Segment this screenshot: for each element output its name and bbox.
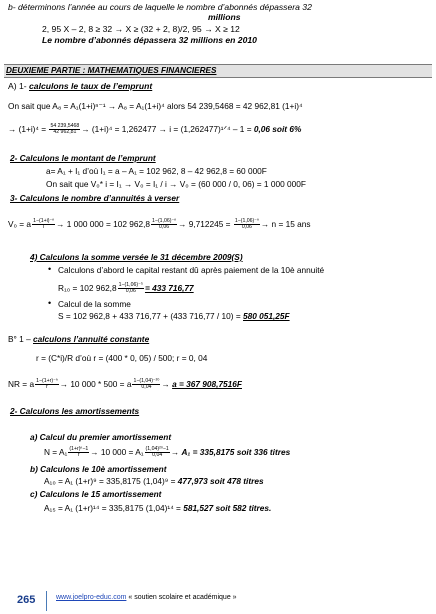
fraction-r10: [118, 283, 144, 295]
bullet-icon: •: [48, 264, 52, 274]
heading-b2c: c) Calculons le 15 amortissement: [30, 489, 162, 499]
rate-line1: On sait que A₈ = A₁(1+i)ⁿ⁻¹ → A₈ = A₁(1+i)⁴ alors 54 239,5468 = 42 962,81 (1+i)⁴: [8, 101, 303, 111]
amount-line2: On sait que V₀* i = I₁ → V₀ = I₁ / i → V₀ = (60 000 / 0, 06) = 1 000 000F: [46, 179, 306, 189]
fraction-denominator: 0,06: [125, 288, 136, 295]
amort-10-formula: A₁₀ = A₁ (1+r)⁹ = 335,8175 (1,04)⁹ =: [44, 476, 178, 486]
fraction-denominator: r: [77, 452, 80, 459]
question-b-line1: b- déterminons l’année au cours de laquelle le nombre d’abonnés dépassera 32: [8, 2, 312, 12]
amort-10-line: [44, 477, 264, 487]
fraction-numerator: 1−(1,04)⁻²⁰: [133, 378, 160, 384]
bullet-icon: •: [48, 298, 52, 308]
section-header-bar: [4, 64, 432, 78]
s-line: [58, 312, 290, 322]
fraction-denominator: 0,04: [141, 384, 152, 391]
fraction-denominator: 42 962,81: [53, 129, 77, 136]
fraction-numerator: 54 239,5468: [50, 123, 80, 129]
r-line: r = (C*i)/R d’où r = (400 * 0, 05) / 500; r = 0, 04: [36, 353, 208, 363]
heading-b2: 2- Calculons les amortissements: [10, 406, 140, 416]
r10-line: [58, 283, 194, 295]
fraction-numerator: (1,04)²⁰−1: [145, 446, 169, 452]
r10-result: = 433 716,77: [144, 283, 194, 294]
fraction-1: [32, 219, 55, 231]
rate-line2: [8, 124, 301, 136]
annuities-part3: → 9,712245 =: [178, 219, 233, 230]
s-result: 580 051,25F: [243, 311, 290, 321]
fraction-amort: [68, 447, 89, 459]
heading-b1-prefix: B° 1 –: [8, 334, 33, 344]
rate-line2-middle: → (1+i)⁴ = 1,262477 → i = (1,262477)¹ᐟ⁴ – 1 =: [81, 124, 254, 135]
nr-middle: → 10 000 * 500 = a: [59, 379, 132, 390]
footer-tagline: « soutien scolaire et académique »: [126, 594, 237, 601]
heading-a4: 4) Calculons la somme versée le 31 décembre 2009(S): [30, 252, 243, 262]
annuity-result: a = 367 908,7516F: [172, 379, 242, 390]
heading-a1-title: calculons le taux de l’emprunt: [29, 81, 153, 91]
annuities-result: → n = 15 ans: [260, 219, 311, 230]
heading-b1-title: calculons l’annuité constante: [33, 334, 150, 344]
nr-line: [8, 379, 242, 391]
amort-first-result: A₁ = 335,8175 soit 336 titres: [181, 447, 291, 458]
footer-divider: [46, 591, 47, 611]
fraction-numerator: 1−(1,06)⁻⁵: [118, 282, 143, 288]
heading-b2b: b) Calculons le 10è amortissement: [30, 464, 167, 474]
amort-10-result: 477,973 soit 478 titres: [177, 476, 264, 486]
nr-start: NR = a: [8, 379, 35, 390]
annuities-part2: → 1 000 000 = 102 962,8: [56, 219, 151, 230]
nr-arrow: →: [161, 379, 173, 390]
fraction-denominator: 0,06: [241, 224, 252, 231]
fraction-numerator: (1+r)ⁿ−1: [69, 446, 89, 452]
footer-text: [56, 594, 237, 601]
fraction-numerator: 1−(1+i)⁻ⁿ: [33, 218, 55, 224]
amort-15-formula: A₁₅ = A₁ (1+r)¹⁴ = 335,8175 (1,04)¹⁴ =: [44, 503, 184, 513]
page-number: 265: [17, 594, 36, 606]
bullet-capital: Calculons d’abord le capital restant dû après paiement de la 10è annuité: [58, 265, 325, 275]
fraction-denominator: r: [46, 384, 48, 391]
fraction-3: [234, 219, 260, 231]
r10-start: R₁₀ = 102 962,8: [58, 283, 117, 294]
heading-a1: [8, 82, 152, 92]
heading-a2: 2- Calculons le montant de l’emprunt: [10, 153, 156, 163]
inequality-line: 2, 95 X – 2, 8 ≥ 32 → X ≥ (32 + 2, 8)/2, 95 → X ≥ 12: [42, 24, 240, 34]
fraction-nr2: [132, 379, 160, 391]
heading-a3: 3- Calculons le nombre d’annuités à verser: [10, 193, 180, 203]
amort-15-result: 581,527 soit 582 titres.: [183, 503, 272, 513]
annuities-line: [8, 219, 311, 231]
amort-15-line: [44, 504, 271, 514]
footer-link[interactable]: www.joelpro-educ.com: [56, 594, 127, 601]
fraction-denominator: i: [43, 224, 45, 231]
question-b-line2: millions: [208, 12, 241, 22]
answer-line: Le nombre d’abonnés dépassera 32 millions en 2010: [42, 35, 257, 45]
heading-a1-prefix: A) 1-: [8, 81, 30, 91]
bullet-somme: Calcul de la somme: [58, 299, 131, 309]
amort-first-arrow: →: [170, 447, 182, 458]
annuities-part1: V₀ = a: [8, 219, 32, 230]
heading-b2a: a) Calcul du premier amortissement: [30, 432, 172, 442]
fraction-denominator: 0,06: [159, 224, 170, 231]
rate-line2-start: → (1+i)⁴ =: [8, 124, 49, 135]
fraction-2: [151, 219, 177, 231]
fraction-numerator: 1−(1+r)⁻ⁿ: [36, 378, 58, 384]
amort-first-middle: → 10 000 = A₁: [90, 447, 144, 458]
rate-result: 0,06 soit 6%: [253, 124, 302, 135]
fraction-denominator: 0,04: [152, 452, 163, 459]
fraction-amort2: [145, 447, 170, 459]
fraction-rate: [49, 124, 80, 136]
amount-line1: a= A₁ + I₁ d’où I₁ = a – A₁ = 102 962, 8 – 42 962,8 = 60 000F: [46, 166, 267, 176]
s-formula: S = 102 962,8 + 433 716,77 + (433 716,77 / 10) =: [58, 311, 243, 321]
amort-first-start: N = A₁: [44, 447, 68, 458]
heading-b1: [8, 335, 149, 345]
section-header-title: DEUXIEME PARTIE : MATHEMATIQUES FINANCIERES: [6, 66, 217, 75]
amort-first-line: [44, 447, 290, 459]
fraction-numerator: 1−(1,06)⁻ⁿ: [152, 218, 177, 224]
fraction-numerator: 1−(1,06)⁻ⁿ: [234, 218, 259, 224]
fraction-nr: [35, 379, 59, 391]
